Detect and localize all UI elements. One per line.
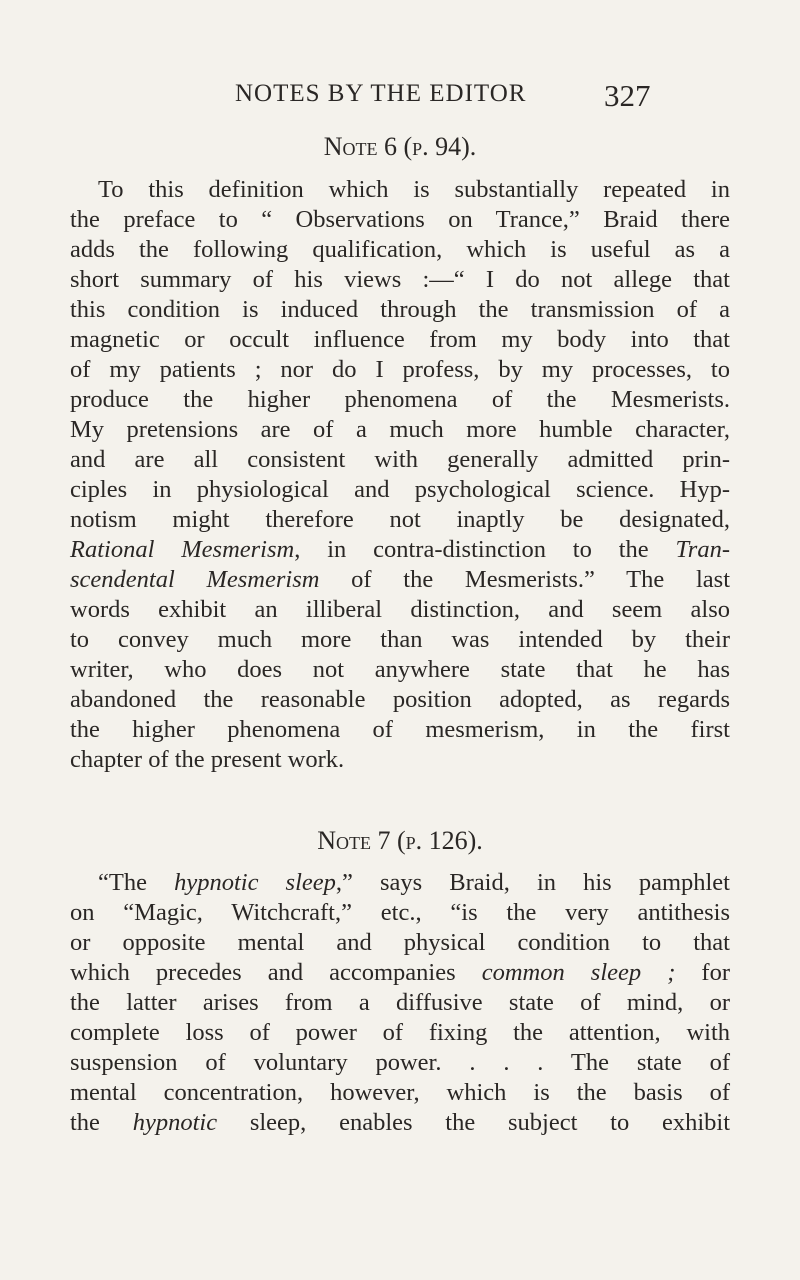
text-line: scendental Mesmerism of the Mesmerists.” The last	[70, 566, 730, 593]
text-line: the hypnotic sleep, enables the subject to exhibit	[70, 1109, 731, 1136]
text-line: to convey much more than was intended by their	[70, 626, 730, 653]
note-6-heading: Note 6 (p. 94).	[323, 132, 477, 161]
text-line: adds the following qualification, which is useful as a	[70, 236, 730, 263]
italic-phrase: scendental Mesmerism	[70, 566, 320, 593]
text-line: on “Magic, Witchcraft,” etc., “is the very antithesis	[70, 899, 730, 926]
running-head	[0, 80, 800, 116]
page-number: 327	[604, 78, 651, 113]
italic-phrase: Rational Mesmerism	[70, 536, 295, 563]
italic-phrase: common sleep ;	[481, 959, 676, 986]
text-line: notism might therefore not inaptly be designated,	[70, 506, 730, 533]
text-line: chapter of the present work.	[70, 746, 345, 773]
text-line: of my patients ; nor do I profess, by my processes, to	[70, 356, 730, 383]
text-line: writer, who does not anywhere state that he has	[70, 656, 730, 683]
text-line: the latter arises from a diffusive state of mind, or	[70, 989, 730, 1016]
text-line: short summary of his views :—“ I do not allege that	[70, 266, 730, 293]
italic-phrase: hypnotic	[132, 1109, 218, 1136]
note-7-heading: Note 7 (p. 126).	[317, 826, 483, 855]
text-line: My pretensions are of a much more humble character,	[70, 416, 730, 443]
text-line: or opposite mental and physical condition to that	[70, 929, 730, 956]
text-line: the higher phenomena of mesmerism, in the first	[70, 716, 730, 743]
text-line: abandoned the reasonable position adopted, as regards	[70, 686, 730, 713]
text-line: this condition is induced through the transmission of a	[70, 296, 730, 323]
italic-phrase: Tran-	[675, 536, 730, 563]
text-line: words exhibit an illiberal distinction, and seem also	[70, 596, 730, 623]
text-line: magnetic or occult influence from my body into that	[70, 326, 730, 353]
text-line: Rational Mesmerism, in contra-distinction to the Tran-	[70, 536, 730, 563]
text-line: To this definition which is substantially repeated in	[98, 176, 730, 203]
text-line: and are all consistent with generally admitted prin-	[70, 446, 730, 473]
text-line: the preface to “ Observations on Trance,” Braid there	[70, 206, 730, 233]
running-title: NOTES BY THE EDITOR	[235, 80, 527, 107]
italic-phrase: hypnotic sleep	[174, 869, 336, 896]
text-line: complete loss of power of fixing the attention, with	[70, 1019, 730, 1046]
text-line: suspension of voluntary power. . . . The state of	[70, 1049, 730, 1076]
text-line: which precedes and accompanies common sleep ; for	[70, 959, 730, 986]
text-line: mental concentration, however, which is the basis of	[70, 1079, 730, 1106]
text-line: ciples in physiological and psychological science. Hyp-	[70, 476, 730, 503]
note-7-body	[70, 868, 730, 1138]
text-line: produce the higher phenomena of the Mesmerists.	[70, 386, 730, 413]
note-6-body	[70, 175, 730, 775]
text-line: “The hypnotic sleep,” says Braid, in his pamphlet	[98, 869, 730, 896]
